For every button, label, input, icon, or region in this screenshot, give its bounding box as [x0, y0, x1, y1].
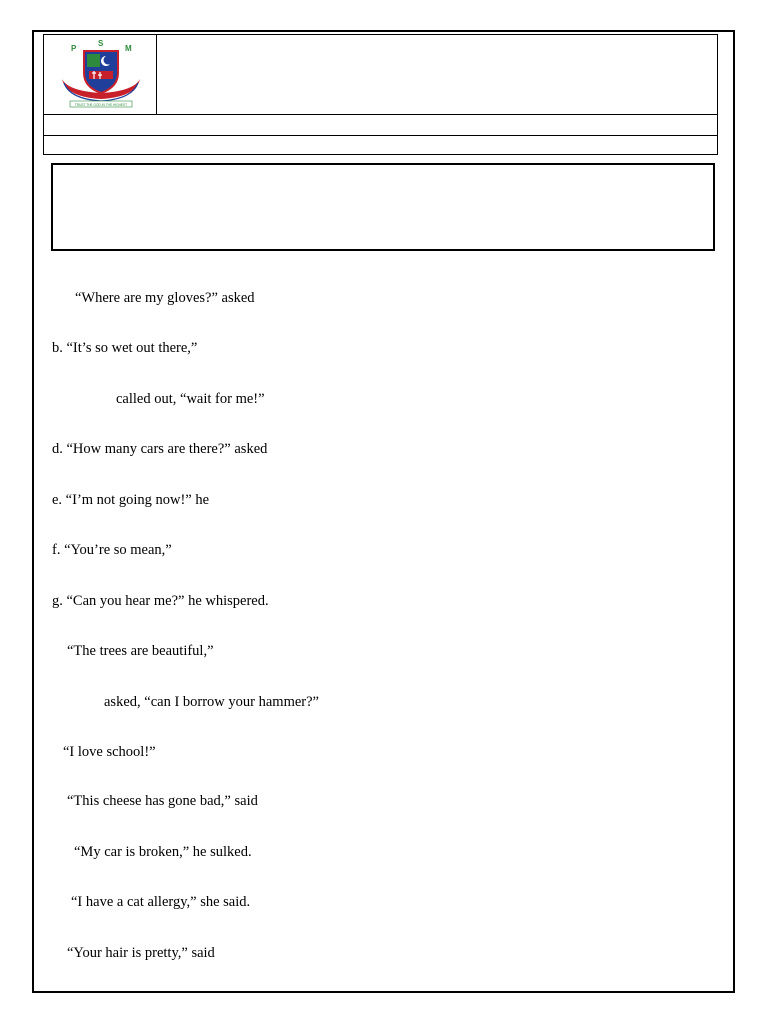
exercise-line-g: g. “Can you hear me?” he whispered.	[52, 593, 269, 609]
title-box	[51, 163, 715, 251]
exercise-line-n: “Your hair is pretty,” said	[67, 945, 215, 961]
exercise-line-b: b. “It’s so wet out there,”	[52, 340, 198, 356]
exercise-line-m: “I have a cat allergy,” she said.	[71, 894, 251, 910]
exercise-line-e: e. “I’m not going now!” he	[52, 492, 210, 508]
exercise-line-c: called out, “wait for me!”	[116, 391, 265, 407]
exercise-line-d: d. “How many cars are there?” asked	[52, 441, 268, 457]
exercise-line-k: “This cheese has gone bad,” said	[67, 793, 258, 809]
school-crest-icon	[56, 39, 146, 109]
exercise-line-h: “The trees are beautiful,”	[67, 643, 214, 659]
logo-motto: TRUST THE GOD IN THE HIGHEST	[74, 103, 128, 107]
header-row-divider-1	[44, 114, 717, 115]
logo-letter-s: S	[98, 39, 104, 48]
exercise-line-l: “My car is broken,” he sulked.	[74, 844, 252, 860]
exercise-line-j: “I love school!”	[63, 744, 156, 760]
header-row-divider-2	[44, 135, 717, 136]
exercise-line-i: asked, “can I borrow your hammer?”	[104, 694, 319, 710]
logo-cell	[44, 35, 157, 114]
exercise-line-a: “Where are my gloves?” asked	[75, 290, 255, 306]
exercise-line-f: f. “You’re so mean,”	[52, 542, 172, 558]
header-table	[43, 34, 718, 155]
logo-letter-p: P	[71, 44, 77, 53]
logo-letter-m: M	[125, 44, 132, 53]
